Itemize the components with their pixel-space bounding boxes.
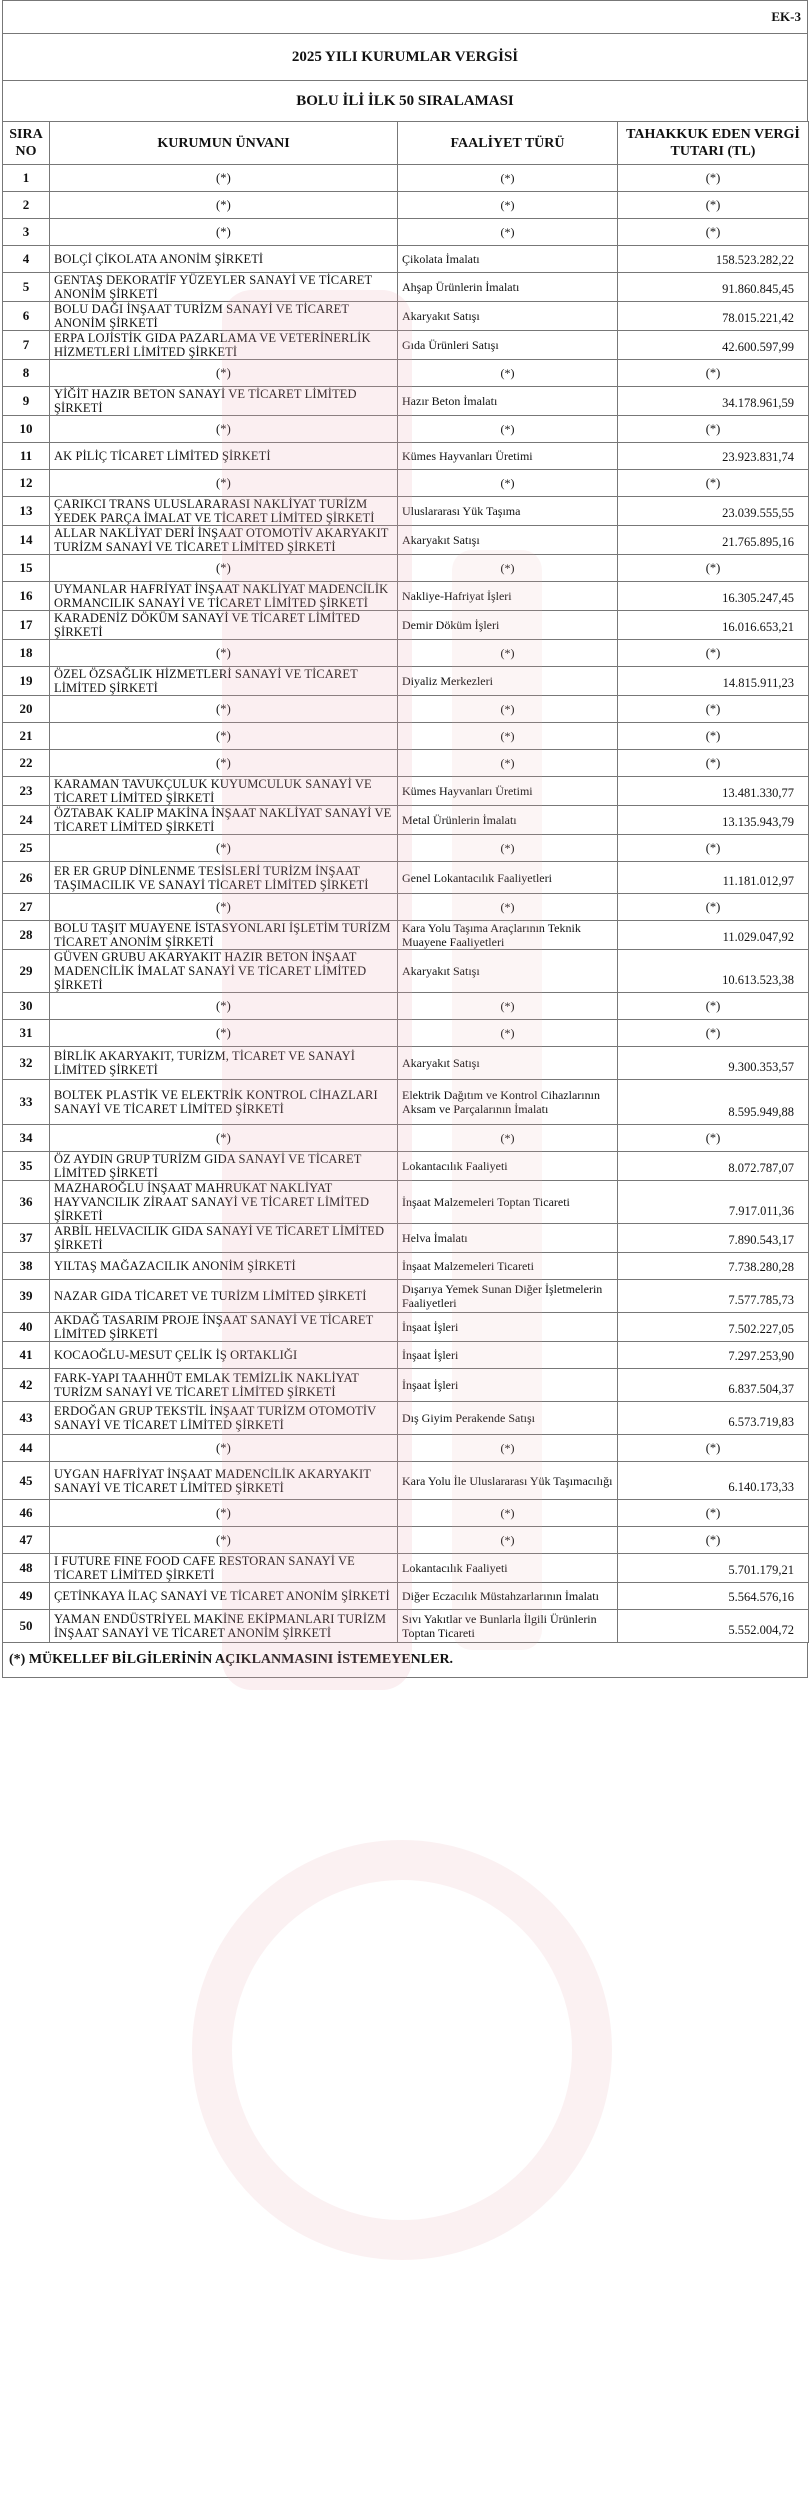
- company-name-cell: MAZHAROĞLU İNŞAAT MAHRUKAT NAKLİYAT HAYVANCILIK ZİRAAT SANAYİ VE TİCARET LİMİTED ŞİRKETİ: [50, 1181, 398, 1224]
- tax-amount-cell: 16.016.653,21: [618, 611, 809, 640]
- tax-amount-cell: (*): [618, 1527, 809, 1554]
- activity-cell: Akaryakıt Satışı: [398, 526, 618, 555]
- activity-cell: Dış Giyim Perakende Satışı: [398, 1402, 618, 1435]
- company-name-cell: (*): [50, 1500, 398, 1527]
- company-name-cell: BOLTEK PLASTİK VE ELEKTRİK KONTROL CİHAZLARI SANAYİ VE TİCARET LİMİTED ŞİRKETİ: [50, 1080, 398, 1125]
- company-name-cell: (*): [50, 696, 398, 723]
- rank-cell: 35: [3, 1152, 50, 1181]
- activity-cell: Sıvı Yakıtlar ve Bunlarla İlgili Ürünlerin Toptan Ticareti: [398, 1610, 618, 1643]
- activity-cell: (*): [398, 416, 618, 443]
- company-name-cell: ERDOĞAN GRUP TEKSTİL İNŞAAT TURİZM OTOMOTİV SANAYİ VE TİCARET LİMİTED ŞİRKETİ: [50, 1402, 398, 1435]
- company-name-cell: (*): [50, 1125, 398, 1152]
- company-name-cell: (*): [50, 1527, 398, 1554]
- rank-cell: 9: [3, 387, 50, 416]
- rank-cell: 8: [3, 360, 50, 387]
- tax-amount-cell: 11.181.012,97: [618, 862, 809, 894]
- tax-amount-cell: 5.552.004,72: [618, 1610, 809, 1643]
- activity-cell: Kümes Hayvanları Üretimi: [398, 443, 618, 470]
- rank-cell: 23: [3, 777, 50, 806]
- table-row: [3, 1462, 809, 1500]
- rank-cell: 39: [3, 1280, 50, 1313]
- tax-amount-cell: (*): [618, 1500, 809, 1527]
- company-name-cell: (*): [50, 360, 398, 387]
- company-name-cell: ÖZTABAK KALIP MAKİNA İNŞAAT NAKLİYAT SANAYİ VE TİCARET LİMİTED ŞİRKETİ: [50, 806, 398, 835]
- rank-cell: 50: [3, 1610, 50, 1643]
- activity-cell: Akaryakıt Satışı: [398, 950, 618, 993]
- rank-cell: 21: [3, 723, 50, 750]
- rank-cell: 30: [3, 993, 50, 1020]
- rank-cell: 20: [3, 696, 50, 723]
- table-row: [3, 165, 809, 192]
- rank-cell: 14: [3, 526, 50, 555]
- rank-cell: 45: [3, 1462, 50, 1500]
- watermark-seal: [212, 1860, 592, 2240]
- table-row: [3, 582, 809, 611]
- activity-cell: (*): [398, 894, 618, 921]
- rank-cell: 12: [3, 470, 50, 497]
- rank-cell: 24: [3, 806, 50, 835]
- activity-cell: Lokantacılık Faaliyeti: [398, 1554, 618, 1583]
- activity-cell: (*): [398, 1500, 618, 1527]
- table-row: [3, 470, 809, 497]
- table-row: [3, 1047, 809, 1080]
- activity-cell: Elektrik Dağıtım ve Kontrol Cihazlarının Aksam ve Parçalarının İmalatı: [398, 1080, 618, 1125]
- company-name-cell: YAMAN ENDÜSTRİYEL MAKİNE EKİPMANLARI TURİZM İNŞAAT SANAYİ VE TİCARET ANONİM ŞİRKETİ: [50, 1610, 398, 1643]
- company-name-cell: AKDAĞ TASARIM PROJE İNŞAAT SANAYİ VE TİCARET LİMİTED ŞİRKETİ: [50, 1313, 398, 1342]
- table-row: [3, 302, 809, 331]
- activity-cell: (*): [398, 555, 618, 582]
- rank-cell: 22: [3, 750, 50, 777]
- company-name-cell: (*): [50, 219, 398, 246]
- rank-cell: 18: [3, 640, 50, 667]
- tax-amount-cell: (*): [618, 219, 809, 246]
- tax-amount-cell: 23.923.831,74: [618, 443, 809, 470]
- tax-amount-cell: (*): [618, 723, 809, 750]
- company-name-cell: UYMANLAR HAFRİYAT İNŞAAT NAKLİYAT MADENCİLİK ORMANCILIK SANAYİ VE TİCARET LİMİTED ŞİRKETİ: [50, 582, 398, 611]
- rank-cell: 16: [3, 582, 50, 611]
- activity-cell: İnşaat İşleri: [398, 1342, 618, 1369]
- tax-amount-cell: 14.815.911,23: [618, 667, 809, 696]
- table-row: [3, 1020, 809, 1047]
- rank-cell: 3: [3, 219, 50, 246]
- table-row: [3, 331, 809, 360]
- table-row: [3, 1313, 809, 1342]
- tax-amount-cell: 78.015.221,42: [618, 302, 809, 331]
- rank-cell: 34: [3, 1125, 50, 1152]
- activity-cell: (*): [398, 1125, 618, 1152]
- company-name-cell: AK PİLİÇ TİCARET LİMİTED ŞİRKETİ: [50, 443, 398, 470]
- activity-cell: Diyaliz Merkezleri: [398, 667, 618, 696]
- table-row: [3, 443, 809, 470]
- rank-cell: 17: [3, 611, 50, 640]
- activity-cell: (*): [398, 192, 618, 219]
- tax-amount-cell: (*): [618, 750, 809, 777]
- tax-amount-cell: 21.765.895,16: [618, 526, 809, 555]
- activity-cell: Genel Lokantacılık Faaliyetleri: [398, 862, 618, 894]
- rank-cell: 41: [3, 1342, 50, 1369]
- company-name-cell: KARAMAN TAVUKÇULUK KUYUMCULUK SANAYİ VE TİCARET LİMİTED ŞİRKETİ: [50, 777, 398, 806]
- table-row: [3, 723, 809, 750]
- tax-amount-cell: 16.305.247,45: [618, 582, 809, 611]
- rank-cell: 36: [3, 1181, 50, 1224]
- tax-amount-cell: (*): [618, 555, 809, 582]
- tax-amount-cell: 13.481.330,77: [618, 777, 809, 806]
- company-name-cell: ER ER GRUP DİNLENME TESİSLERİ TURİZM İNŞAAT TAŞIMACILIK VE SANAYİ TİCARET LİMİTED ŞİRKETİ: [50, 862, 398, 894]
- table-row: [3, 894, 809, 921]
- activity-cell: Helva İmalatı: [398, 1224, 618, 1253]
- tax-amount-cell: (*): [618, 894, 809, 921]
- rank-cell: 1: [3, 165, 50, 192]
- table-row: [3, 1280, 809, 1313]
- table-row: [3, 192, 809, 219]
- rank-cell: 15: [3, 555, 50, 582]
- rank-cell: 43: [3, 1402, 50, 1435]
- tax-amount-cell: 6.837.504,37: [618, 1369, 809, 1402]
- table-row: [3, 950, 809, 993]
- company-name-cell: KOCAOĞLU-MESUT ÇELİK İŞ ORTAKLIĞI: [50, 1342, 398, 1369]
- table-row: [3, 1583, 809, 1610]
- tax-amount-cell: 7.502.227,05: [618, 1313, 809, 1342]
- table-row: [3, 1369, 809, 1402]
- activity-cell: (*): [398, 723, 618, 750]
- activity-cell: İnşaat Malzemeleri Ticareti: [398, 1253, 618, 1280]
- activity-cell: Kümes Hayvanları Üretimi: [398, 777, 618, 806]
- header-rank: SIRA NO: [3, 122, 50, 165]
- activity-cell: Nakliye-Hafriyat İşleri: [398, 582, 618, 611]
- table-row: [3, 1224, 809, 1253]
- ranking-table: [2, 121, 809, 1643]
- tax-amount-cell: 7.738.280,28: [618, 1253, 809, 1280]
- company-name-cell: (*): [50, 165, 398, 192]
- table-row: [3, 1181, 809, 1224]
- rank-cell: 25: [3, 835, 50, 862]
- rank-cell: 4: [3, 246, 50, 273]
- activity-cell: (*): [398, 360, 618, 387]
- tax-amount-cell: (*): [618, 360, 809, 387]
- tax-amount-cell: (*): [618, 1435, 809, 1462]
- table-row: [3, 921, 809, 950]
- rank-cell: 2: [3, 192, 50, 219]
- tax-amount-cell: 6.140.173,33: [618, 1462, 809, 1500]
- company-name-cell: (*): [50, 750, 398, 777]
- tax-amount-cell: 13.135.943,79: [618, 806, 809, 835]
- table-row: [3, 1435, 809, 1462]
- activity-cell: Dışarıya Yemek Sunan Diğer İşletmelerin Faaliyetleri: [398, 1280, 618, 1313]
- rank-cell: 5: [3, 273, 50, 302]
- rank-cell: 11: [3, 443, 50, 470]
- company-name-cell: KARADENİZ DÖKÜM SANAYİ VE TİCARET LİMİTED ŞİRKETİ: [50, 611, 398, 640]
- rank-cell: 48: [3, 1554, 50, 1583]
- table-row: [3, 1125, 809, 1152]
- company-name-cell: UYGAN HAFRİYAT İNŞAAT MADENCİLİK AKARYAKIT SANAYİ VE TİCARET LİMİTED ŞİRKETİ: [50, 1462, 398, 1500]
- rank-cell: 49: [3, 1583, 50, 1610]
- rank-cell: 46: [3, 1500, 50, 1527]
- table-row: [3, 611, 809, 640]
- table-row: [3, 1152, 809, 1181]
- table-row: [3, 1527, 809, 1554]
- tax-amount-cell: 6.573.719,83: [618, 1402, 809, 1435]
- table-row: [3, 640, 809, 667]
- table-row: [3, 862, 809, 894]
- activity-cell: (*): [398, 640, 618, 667]
- activity-cell: (*): [398, 696, 618, 723]
- company-name-cell: (*): [50, 555, 398, 582]
- activity-cell: (*): [398, 1527, 618, 1554]
- activity-cell: (*): [398, 835, 618, 862]
- tax-amount-cell: 158.523.282,22: [618, 246, 809, 273]
- company-name-cell: BOLU DAĞI İNŞAAT TURİZM SANAYİ VE TİCARET ANONİM ŞİRKETİ: [50, 302, 398, 331]
- company-name-cell: (*): [50, 1020, 398, 1047]
- company-name-cell: BOLU TAŞIT MUAYENE İSTASYONLARI İŞLETİM TURİZM TİCARET ANONİM ŞİRKETİ: [50, 921, 398, 950]
- tax-amount-cell: 10.613.523,38: [618, 950, 809, 993]
- company-name-cell: (*): [50, 894, 398, 921]
- table-row: [3, 387, 809, 416]
- company-name-cell: (*): [50, 1435, 398, 1462]
- company-name-cell: (*): [50, 192, 398, 219]
- activity-cell: Kara Yolu İle Uluslararası Yük Taşımacılığı: [398, 1462, 618, 1500]
- tax-amount-cell: 5.564.576,16: [618, 1583, 809, 1610]
- company-name-cell: (*): [50, 993, 398, 1020]
- table-row: [3, 667, 809, 696]
- tax-amount-cell: (*): [618, 993, 809, 1020]
- rank-cell: 32: [3, 1047, 50, 1080]
- company-name-cell: (*): [50, 416, 398, 443]
- table-row: [3, 777, 809, 806]
- rank-cell: 40: [3, 1313, 50, 1342]
- header-company-name: KURUMUN ÜNVANI: [50, 122, 398, 165]
- company-name-cell: YİĞİT HAZIR BETON SANAYİ VE TİCARET LİMİTED ŞİRKETİ: [50, 387, 398, 416]
- rank-cell: 19: [3, 667, 50, 696]
- tax-amount-cell: (*): [618, 696, 809, 723]
- activity-cell: (*): [398, 219, 618, 246]
- tax-amount-cell: 5.701.179,21: [618, 1554, 809, 1583]
- company-name-cell: FARK-YAPI TAAHHÜT EMLAK TEMİZLİK NAKLİYAT TURİZM SANAYİ VE TİCARET LİMİTED ŞİRKETİ: [50, 1369, 398, 1402]
- activity-cell: (*): [398, 1435, 618, 1462]
- company-name-cell: GENTAŞ DEKORATİF YÜZEYLER SANAYİ VE TİCARET ANONİM ŞİRKETİ: [50, 273, 398, 302]
- company-name-cell: ERPA LOJİSTİK GIDA PAZARLAMA VE VETERİNERLİK HİZMETLERİ LİMİTED ŞİRKETİ: [50, 331, 398, 360]
- activity-cell: Çikolata İmalatı: [398, 246, 618, 273]
- activity-cell: (*): [398, 1020, 618, 1047]
- company-name-cell: ALLAR NAKLİYAT DERİ İNŞAAT OTOMOTİV AKARYAKIT TURİZM SANAYİ VE TİCARET LİMİTED ŞİRKETİ: [50, 526, 398, 555]
- company-name-cell: BİRLİK AKARYAKIT, TURİZM, TİCARET VE SANAYİ LİMİTED ŞİRKETİ: [50, 1047, 398, 1080]
- header-tax-amount: TAHAKKUK EDEN VERGİ TUTARI (TL): [618, 122, 809, 165]
- rank-cell: 27: [3, 894, 50, 921]
- activity-cell: (*): [398, 993, 618, 1020]
- tax-amount-cell: 11.029.047,92: [618, 921, 809, 950]
- rank-cell: 29: [3, 950, 50, 993]
- tax-amount-cell: 8.595.949,88: [618, 1080, 809, 1125]
- tax-amount-cell: 7.917.011,36: [618, 1181, 809, 1224]
- table-row: [3, 555, 809, 582]
- table-row: [3, 1342, 809, 1369]
- rank-cell: 31: [3, 1020, 50, 1047]
- activity-cell: Demir Döküm İşleri: [398, 611, 618, 640]
- activity-cell: (*): [398, 750, 618, 777]
- tax-amount-cell: (*): [618, 192, 809, 219]
- company-name-cell: I FUTURE FINE FOOD CAFE RESTORAN SANAYİ VE TİCARET LİMİTED ŞİRKETİ: [50, 1554, 398, 1583]
- tax-amount-cell: 7.890.543,17: [618, 1224, 809, 1253]
- company-name-cell: BOLÇİ ÇİKOLATA ANONİM ŞİRKETİ: [50, 246, 398, 273]
- activity-cell: Uluslararası Yük Taşıma: [398, 497, 618, 526]
- company-name-cell: ARBİL HELVACILIK GIDA SANAYİ VE TİCARET LİMİTED ŞİRKETİ: [50, 1224, 398, 1253]
- document-sheet: [2, 0, 808, 1678]
- header-activity: FAALİYET TÜRÜ: [398, 122, 618, 165]
- table-row: [3, 1610, 809, 1643]
- company-name-cell: (*): [50, 640, 398, 667]
- table-row: [3, 993, 809, 1020]
- tax-amount-cell: 34.178.961,59: [618, 387, 809, 416]
- company-name-cell: YILTAŞ MAĞAZACILIK ANONİM ŞİRKETİ: [50, 1253, 398, 1280]
- tax-amount-cell: 8.072.787,07: [618, 1152, 809, 1181]
- table-row: [3, 1402, 809, 1435]
- activity-cell: Gıda Ürünleri Satışı: [398, 331, 618, 360]
- activity-cell: Metal Ürünlerin İmalatı: [398, 806, 618, 835]
- tax-amount-cell: 42.600.597,99: [618, 331, 809, 360]
- table-row: [3, 750, 809, 777]
- company-name-cell: ÇARIKCI TRANS ULUSLARARASI NAKLİYAT TURİZM YEDEK PARÇA İMALAT VE TİCARET LİMİTED ŞİRKETİ: [50, 497, 398, 526]
- rank-cell: 10: [3, 416, 50, 443]
- company-name-cell: ÖZEL ÖZSAĞLIK HİZMETLERİ SANAYİ VE TİCARET LİMİTED ŞİRKETİ: [50, 667, 398, 696]
- rank-cell: 26: [3, 862, 50, 894]
- rank-cell: 38: [3, 1253, 50, 1280]
- table-row: [3, 360, 809, 387]
- company-name-cell: ÇETİNKAYA İLAÇ SANAYİ VE TİCARET ANONİM ŞİRKETİ: [50, 1583, 398, 1610]
- tax-amount-cell: (*): [618, 470, 809, 497]
- company-name-cell: NAZAR GIDA TİCARET VE TURİZM LİMİTED ŞİRKETİ: [50, 1280, 398, 1313]
- table-row: [3, 273, 809, 302]
- table-row: [3, 806, 809, 835]
- rank-cell: 42: [3, 1369, 50, 1402]
- activity-cell: Akaryakıt Satışı: [398, 302, 618, 331]
- activity-cell: Akaryakıt Satışı: [398, 1047, 618, 1080]
- activity-cell: Diğer Eczacılık Müstahzarlarının İmalatı: [398, 1583, 618, 1610]
- tax-amount-cell: 9.300.353,57: [618, 1047, 809, 1080]
- activity-cell: İnşaat Malzemeleri Toptan Ticareti: [398, 1181, 618, 1224]
- document-subtitle: BOLU İLİ İLK 50 SIRALAMASI: [2, 80, 808, 121]
- tax-amount-cell: 23.039.555,55: [618, 497, 809, 526]
- table-row: [3, 1554, 809, 1583]
- rank-cell: 47: [3, 1527, 50, 1554]
- activity-cell: Lokantacılık Faaliyeti: [398, 1152, 618, 1181]
- company-name-cell: GÜVEN GRUBU AKARYAKIT HAZIR BETON İNŞAAT MADENCİLİK İMALAT SANAYİ VE TİCARET LİMİTED ŞİRKETİ: [50, 950, 398, 993]
- tax-amount-cell: (*): [618, 1125, 809, 1152]
- table-body: [3, 165, 809, 1643]
- tax-amount-cell: (*): [618, 835, 809, 862]
- company-name-cell: (*): [50, 723, 398, 750]
- rank-cell: 6: [3, 302, 50, 331]
- table-row: [3, 497, 809, 526]
- rank-cell: 44: [3, 1435, 50, 1462]
- table-header-row: [3, 122, 809, 165]
- rank-cell: 13: [3, 497, 50, 526]
- tax-amount-cell: (*): [618, 1020, 809, 1047]
- tax-amount-cell: (*): [618, 165, 809, 192]
- document-title: 2025 YILI KURUMLAR VERGİSİ: [2, 33, 808, 80]
- table-row: [3, 1253, 809, 1280]
- tax-amount-cell: (*): [618, 640, 809, 667]
- table-row: [3, 526, 809, 555]
- activity-cell: İnşaat İşleri: [398, 1369, 618, 1402]
- company-name-cell: (*): [50, 470, 398, 497]
- company-name-cell: (*): [50, 835, 398, 862]
- table-row: [3, 219, 809, 246]
- table-row: [3, 835, 809, 862]
- activity-cell: (*): [398, 470, 618, 497]
- activity-cell: Kara Yolu Taşıma Araçlarının Teknik Muayene Faaliyetleri: [398, 921, 618, 950]
- rank-cell: 33: [3, 1080, 50, 1125]
- rank-cell: 28: [3, 921, 50, 950]
- table-row: [3, 1500, 809, 1527]
- annex-label: EK-3: [2, 0, 808, 33]
- footer-note: (*) MÜKELLEF BİLGİLERİNİN AÇIKLANMASINI İSTEMEYENLER.: [2, 1643, 808, 1678]
- tax-amount-cell: 7.297.253,90: [618, 1342, 809, 1369]
- table-row: [3, 696, 809, 723]
- tax-amount-cell: (*): [618, 416, 809, 443]
- company-name-cell: ÖZ AYDIN GRUP TURİZM GIDA SANAYİ VE TİCARET LİMİTED ŞİRKETİ: [50, 1152, 398, 1181]
- activity-cell: Hazır Beton İmalatı: [398, 387, 618, 416]
- activity-cell: İnşaat İşleri: [398, 1313, 618, 1342]
- tax-amount-cell: 91.860.845,45: [618, 273, 809, 302]
- rank-cell: 7: [3, 331, 50, 360]
- tax-amount-cell: 7.577.785,73: [618, 1280, 809, 1313]
- rank-cell: 37: [3, 1224, 50, 1253]
- table-row: [3, 416, 809, 443]
- table-row: [3, 246, 809, 273]
- activity-cell: Ahşap Ürünlerin İmalatı: [398, 273, 618, 302]
- activity-cell: (*): [398, 165, 618, 192]
- table-row: [3, 1080, 809, 1125]
